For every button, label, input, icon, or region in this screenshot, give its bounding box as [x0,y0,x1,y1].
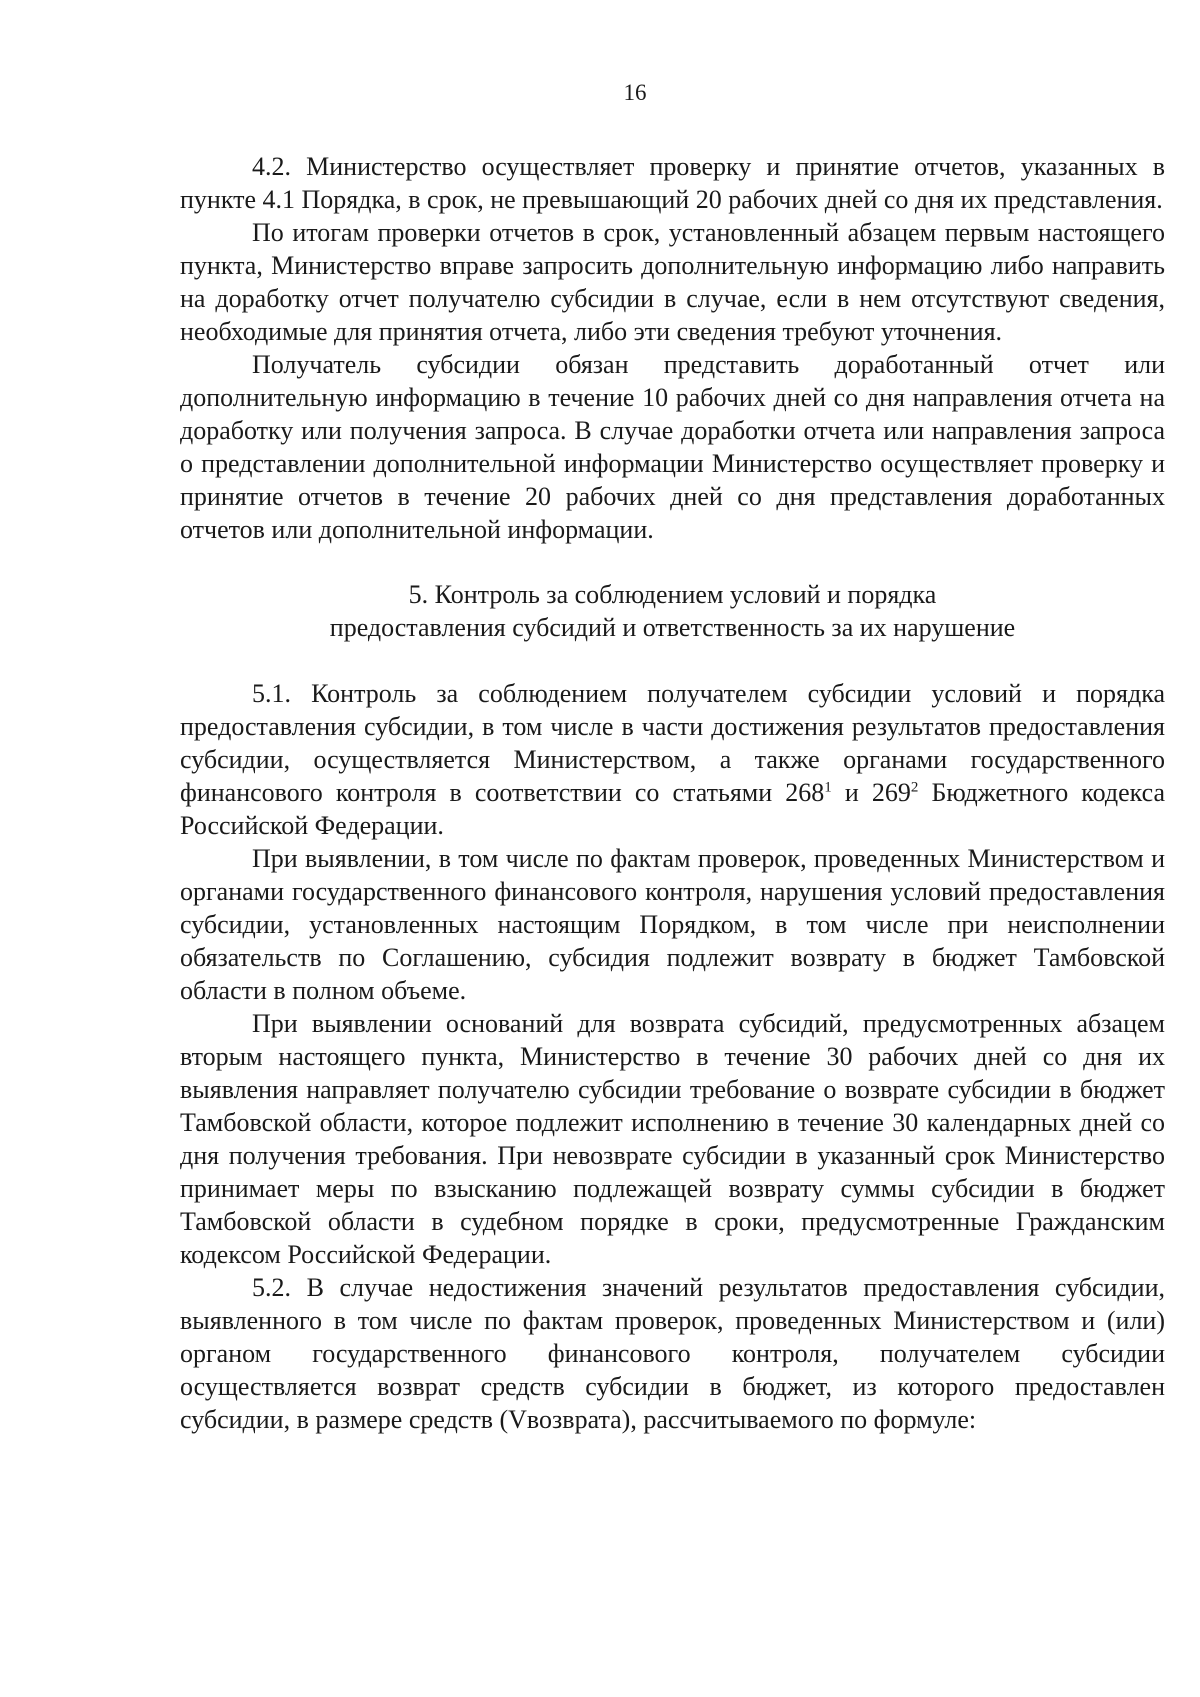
paragraph-review-results: По итогам проверки отчетов в срок, установленный абзацем первым настоящего пункта, Министерство вправе запросить дополнительную информацию либо направить на доработку отчет получателю субсидии в случае, если в нем отсутствуют сведения, необходимые для принятия отчета, либо эти сведения требуют уточнения. [180,218,1165,346]
superscript-1: 1 [824,779,832,796]
paragraph-4-2: 4.2. Министерство осуществляет проверку и принятие отчетов, указанных в пункте 4.1 Порядка, в срок, не превышающий 20 рабочих дней со дня их представления. [180,152,1165,214]
page-number: 16 [623,80,647,105]
paragraph-5-1 [180,677,1165,842]
section-heading-line-2: предоставления субсидий и ответственность за их нарушение [329,613,1016,642]
paragraph-violation-return: При выявлении, в том числе по фактам проверок, проведенных Министерством и органами государственного финансового контроля, нарушения условий предоставления субсидии, установленных настоящим Порядком, в том числе при неисполнении обязательств по Соглашению, субсидия подлежит возврату в бюджет Тамбовской области в полном объеме. [180,844,1165,1005]
document-body [180,150,1165,1436]
superscript-2: 2 [910,779,919,796]
section-heading-line-1: 5. Контроль за соблюдением условий и порядка [408,580,937,609]
paragraph-5-1-text-a: 5.1. Контроль за соблюдением получателем субсидии условий и порядка предоставления субсидии, в том числе в части достижения результатов предоставления субсидии, осуществляется Министерством, а также органами государственного финансового контроля в соответствии со статьями 268 [180,679,1165,807]
paragraph-return-procedure: При выявлении оснований для возврата субсидий, предусмотренных абзацем вторым настоящего пункта, Министерство в течение 30 рабочих дней со дня их выявления направляет получателю субсидии требование о возврате субсидии в бюджет Тамбовской области, которое подлежит исполнению в течение 30 календарных дней со дня получения требования. При невозврате субсидии в указанный срок Министерство принимает меры по взысканию подлежащей возврату суммы субсидии в бюджет Тамбовской области в судебном порядке в сроки, предусмотренные Гражданским кодексом Российской Федерации. [180,1009,1165,1269]
paragraph-5-1-text-c: Бюджетного кодекса Российской Федерации. [180,778,1166,840]
section-heading [180,578,1165,644]
paragraph-recipient-obligation: Получатель субсидии обязан представить доработанный отчет или дополнительную информацию в течение 10 рабочих дней со дня направления отчета на доработку или получения запроса. В случае доработки отчета или направления запроса о представлении дополнительной информации Министерство осуществляет проверку и принятие отчетов в течение 20 рабочих дней со дня представления доработанных отчетов или дополнительной информации. [180,350,1165,544]
paragraph-5-2: 5.2. В случае недостижения значений результатов предоставления субсидии, выявленного в том числе по фактам проверок, проведенных Министерством и (или) органом государственного финансового контроля, получателем субсидии осуществляется возврат средств субсидии в бюджет, из которого предоставлен субсидии, в размере средств (Vвозврата), рассчитываемого по формуле: [180,1273,1165,1434]
paragraph-5-1-text-b: и 269 [831,778,911,807]
